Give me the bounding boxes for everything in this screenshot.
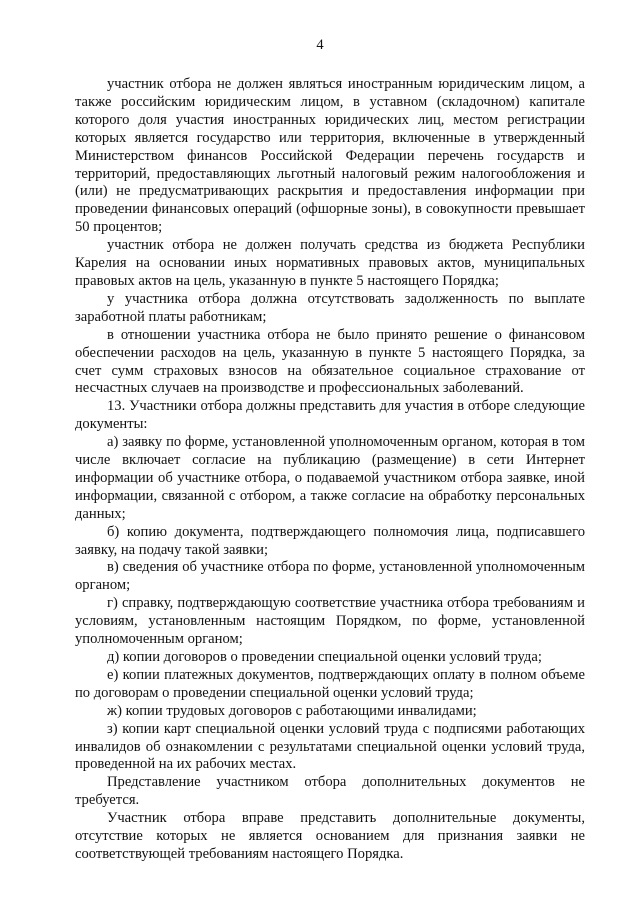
page-number: 4 xyxy=(316,37,324,53)
paragraph-no-additional-required: Представление участником отбора дополнительных документов не требуется. xyxy=(75,774,585,809)
list-item-d-assessment-contracts: д) копии договоров о проведении специальной оценки условий труда; xyxy=(107,649,542,665)
paragraph-wage-arrears-requirement: у участника отбора должна отсутствовать задолженность по выплате заработной платы работникам; xyxy=(75,290,585,325)
list-item-g-compliance-certificate: г) справку, подтверждающую соответствие участника отбора требованиям и условиям, установленным настоящим Порядком, по форме, установленной уполномоченным органом; xyxy=(75,595,585,648)
list-item-v-participant-info: в) сведения об участнике отбора по форме, установленной уполномоченным органом; xyxy=(75,559,585,594)
paragraph-budget-funds-requirement: участник отбора не должен получать средства из бюджета Республики Карелия на основании иных нормативных правовых актов, муниципальных правовых актов на цель, указанную в пункте 5 настоящего Порядка; xyxy=(75,237,585,289)
list-item-zh-employment-contracts: ж) копии трудовых договоров с работающими инвалидами; xyxy=(107,702,477,719)
paragraph-13-documents-intro: 13. Участники отбора должны представить для участия в отборе следующие документы: xyxy=(75,398,585,433)
list-item-e-payment-documents: е) копии платежных документов, подтверждающих оплату в полном объеме по договорам о проведении специальной оценки условий труда; xyxy=(75,666,585,701)
list-item-a-application: а) заявку по форме, установленной уполномоченным органом, которая в том числе включает согласие на публикацию (размещение) в сети Интернет информации об участнике отбора, о подаваемой участником отбора заявке, иной информации, связанной с отбором, а также согласие на обработку персональных данных; xyxy=(75,434,585,522)
document-body xyxy=(75,76,585,864)
list-item-b-authority-document: б) копию документа, подтверждающего полномочия лица, подписавшего заявку, на подачу такой заявки; xyxy=(75,523,585,558)
paragraph-additional-optional: Участник отбора вправе представить дополнительные документы, отсутствие которых не является основанием для признания заявки не соответствующей требованиям настоящего Порядка. xyxy=(75,810,585,862)
list-item-z-assessment-cards: з) копии карт специальной оценки условий труда с подписями работающих инвалидов об ознакомлении с результатами специальной оценки условий труда, проведенной на их рабочих местах. xyxy=(75,720,585,773)
paragraph-insurance-funding-requirement: в отношении участника отбора не было принято решение о финансовом обеспечении расходов на цель, указанную в пункте 5 настоящего Порядка, за счет сумм страховых взносов на обязательное социальное страхование от несчастных случаев на производстве и профессиональных заболеваний. xyxy=(75,326,585,397)
paragraph-offshore-requirement: участник отбора не должен являться иностранным юридическим лицом, а также российским юридическим лицом, в уставном (складочном) капитале которого доля участия иностранных юридических лиц, местом регистрации которых является государство или территория, включенные в утвержденный Министерством финансов Российской Федерации перечень государств и территорий, предоставляющих льготный налоговый режим налогообложения и (или) не предусматривающих раскрытия и предоставления информации при проведении финансовых операций (офшорные зоны), в совокупности превышает 50 процентов; xyxy=(75,76,585,236)
